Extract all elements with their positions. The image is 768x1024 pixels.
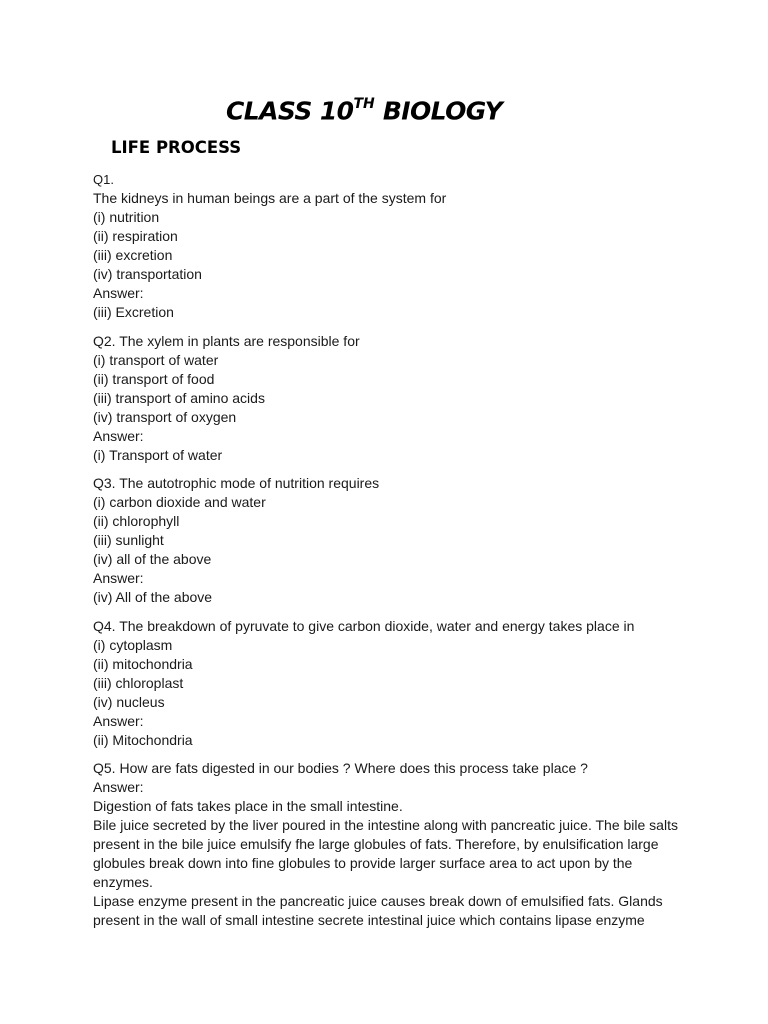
option-item: (iv) nucleus — [93, 693, 165, 710]
option-item: (iv) all of the above — [93, 551, 212, 567]
answer-label: Answer: — [93, 570, 144, 586]
answer-text: (iii) Excretion — [93, 304, 174, 320]
question-text: Q3. The autotrophic mode of nutrition requires — [93, 475, 380, 491]
question-text: Q5. How are fats digested in our bodies ? Where does this process take place ? — [93, 760, 588, 776]
title-class: CLASS 10 — [226, 96, 354, 126]
question-4 — [93, 617, 693, 750]
question-2 — [93, 332, 693, 465]
answer-text: (ii) Mitochondria — [93, 731, 193, 748]
option-item: (i) nutrition — [93, 209, 160, 225]
question-3 — [93, 474, 693, 607]
answer-paragraph: Digestion of fats takes place in the small intestine. — [93, 798, 403, 814]
title-subject: BIOLOGY — [382, 96, 503, 126]
answer-paragraph: Bile juice secreted by the liver poured in the intestine along with pancreatic juice. The bile salts present in the bile juice emulsify fhe large globules of fats. Therefore, by enulsification large globules break down into fine globules to provide larger surface area to act upon by the enzymes. — [93, 817, 678, 890]
document-body — [93, 170, 693, 940]
question-5 — [93, 759, 693, 930]
question-text: Q4. The breakdown of pyruvate to give carbon dioxide, water and energy takes place in — [93, 617, 635, 634]
option-item: (ii) chlorophyll — [93, 513, 180, 529]
option-item: (i) carbon dioxide and water — [93, 494, 266, 510]
question-text: Q2. The xylem in plants are responsible for — [93, 332, 360, 349]
option-item: (ii) respiration — [93, 228, 178, 244]
question-text: The kidneys in human beings are a part of the system for — [93, 190, 447, 206]
answer-label: Answer: — [93, 779, 144, 795]
option-item: (ii) mitochondria — [93, 655, 193, 672]
answer-text: (i) Transport of water — [93, 446, 223, 463]
page-title — [226, 86, 502, 131]
option-item: (iv) transportation — [93, 266, 202, 282]
option-item: (iii) excretion — [93, 247, 173, 263]
option-item: (ii) transport of food — [93, 370, 215, 387]
question-1 — [93, 170, 693, 322]
answer-label: Answer: — [93, 712, 144, 729]
question-label: Q1. — [93, 172, 114, 187]
section-heading: LIFE PROCESS — [111, 138, 242, 157]
option-item: (iii) chloroplast — [93, 674, 184, 691]
option-item: (iii) transport of amino acids — [93, 389, 265, 406]
option-item: (i) cytoplasm — [93, 636, 173, 653]
answer-label: Answer: — [93, 427, 144, 444]
option-item: (iv) transport of oxygen — [93, 408, 237, 425]
answer-text: (iv) All of the above — [93, 589, 213, 605]
option-item: (iii) sunlight — [93, 532, 164, 548]
title-superscript: TH — [353, 96, 375, 112]
answer-label: Answer: — [93, 285, 144, 301]
answer-paragraph: Lipase enzyme present in the pancreatic juice causes break down of emulsified fats. Glands present in the wall of small intestine secrete intestinal juice which contains lipase enzyme — [93, 893, 663, 928]
option-item: (i) transport of water — [93, 351, 219, 368]
